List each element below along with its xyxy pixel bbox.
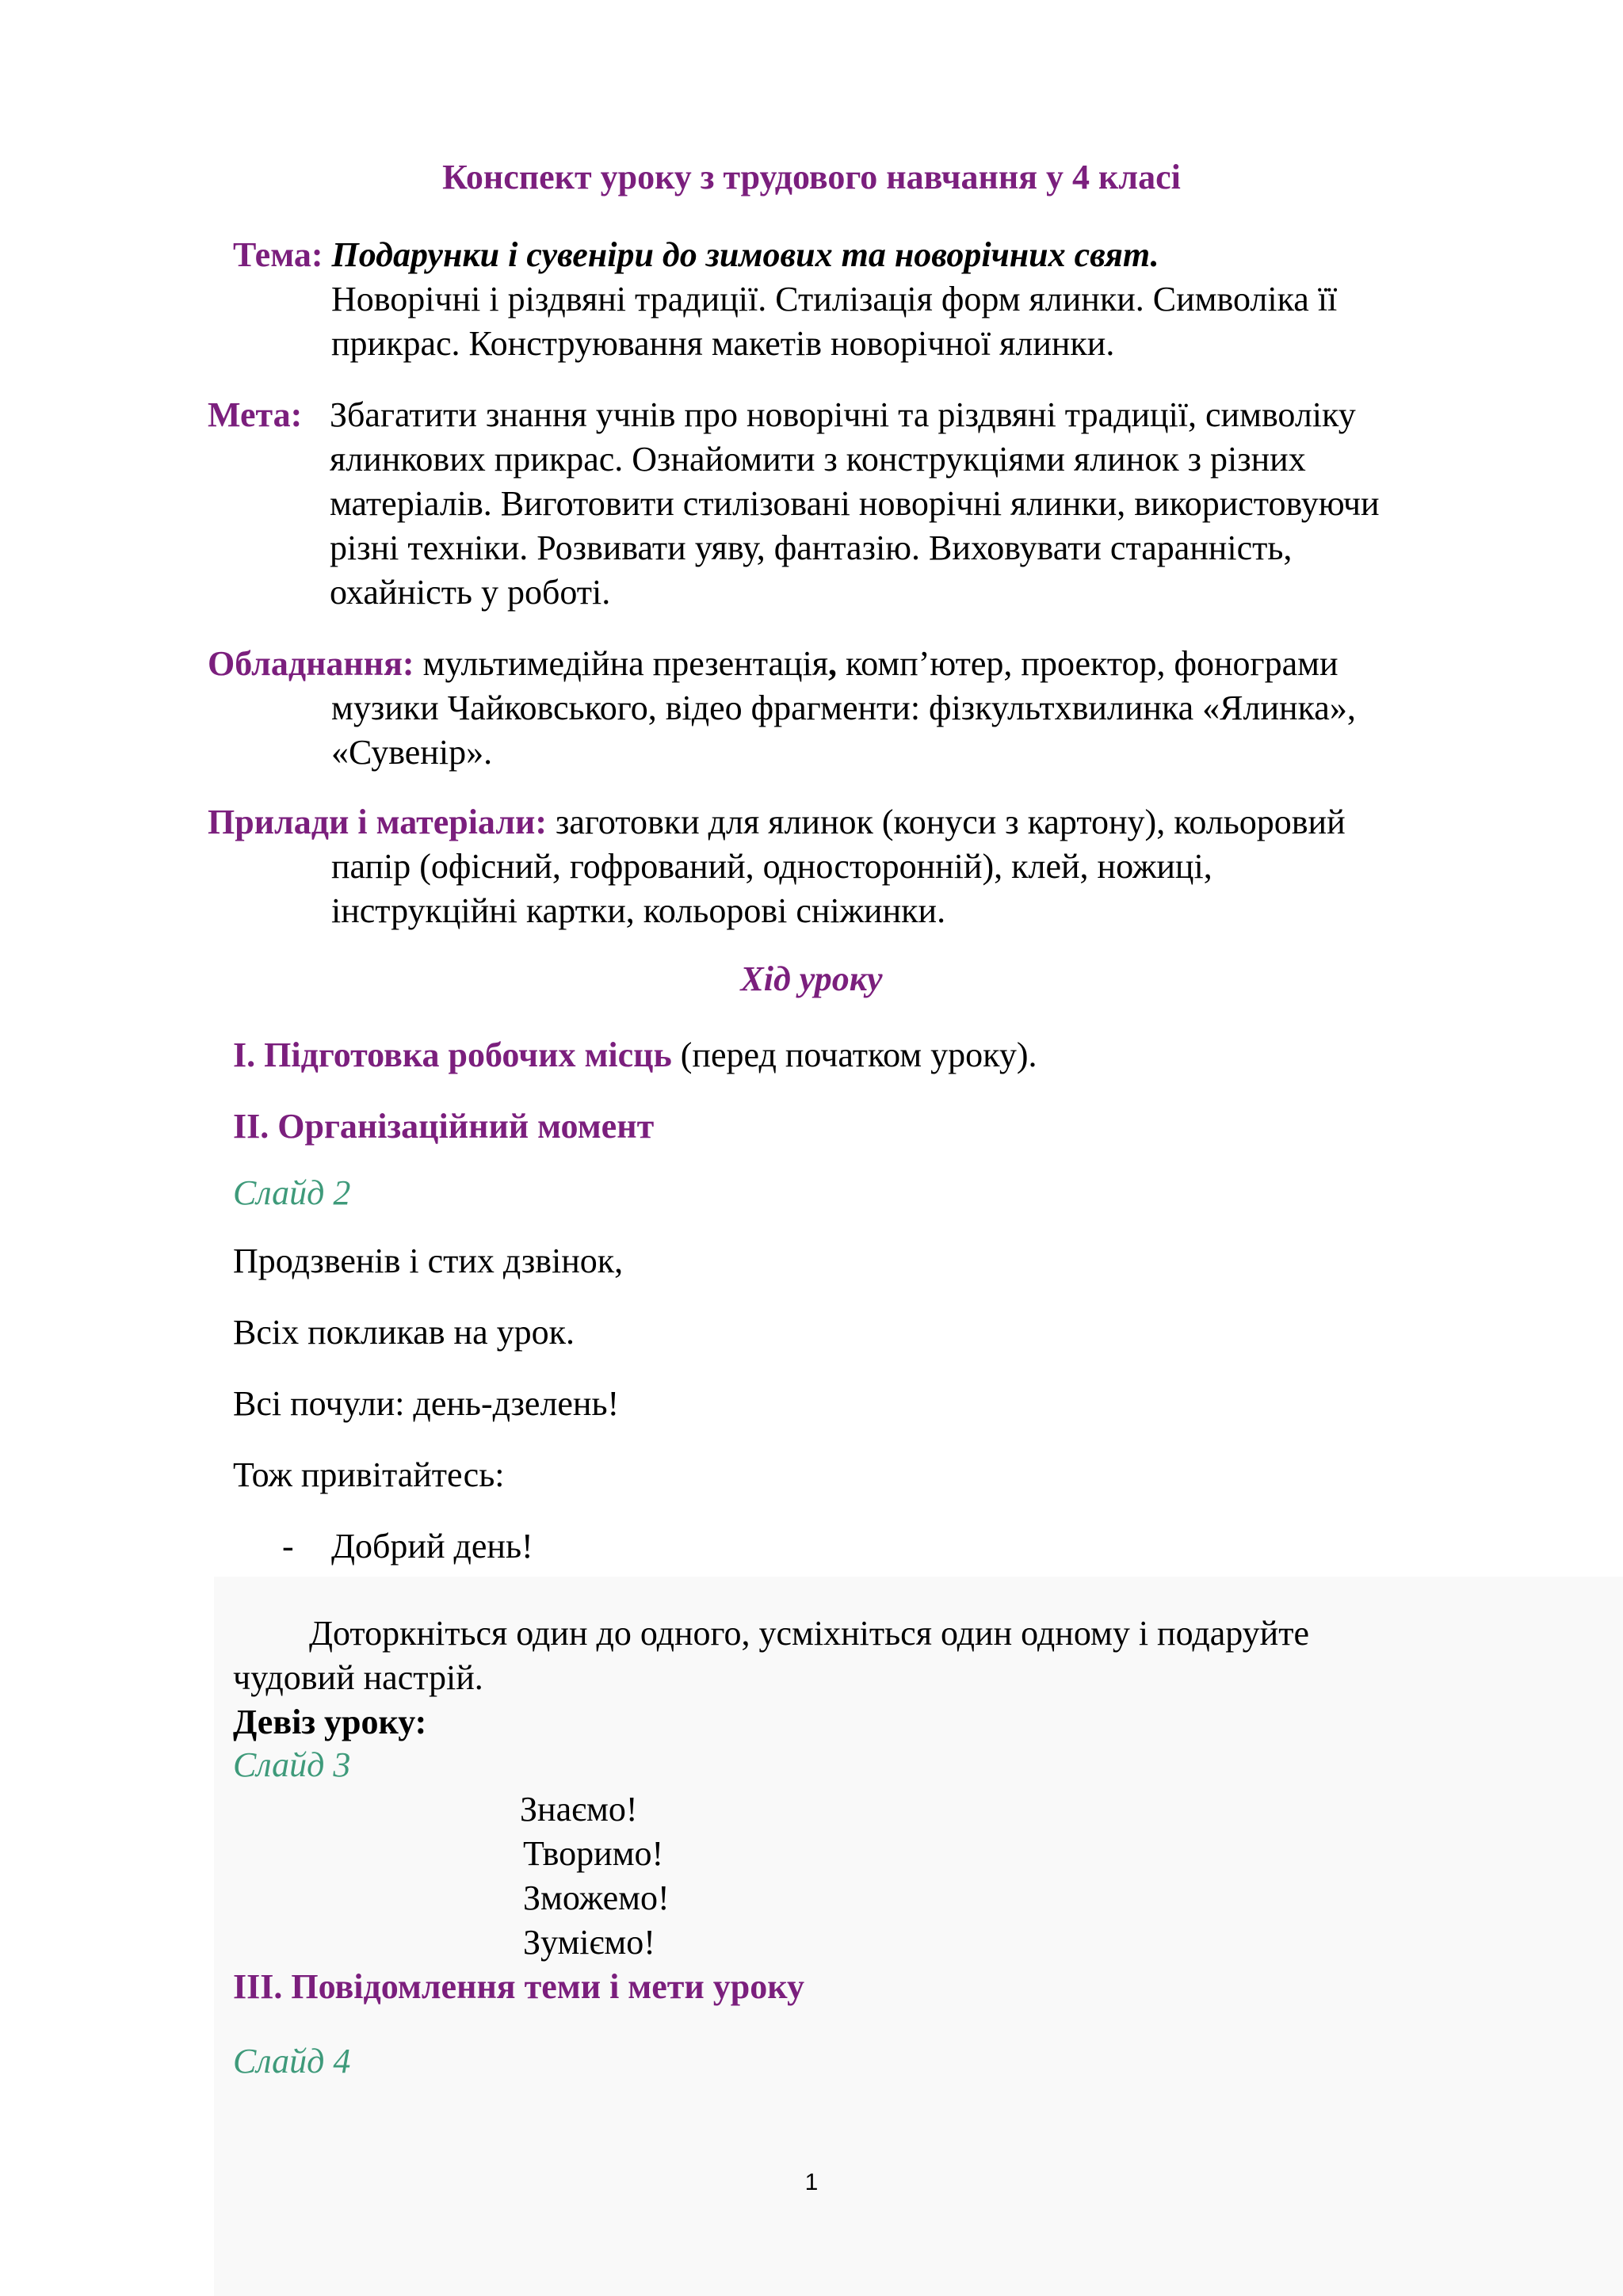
document-title: Конспект уроку з трудового навчання у 4 класі — [442, 158, 1181, 196]
materials-line-2: папір (офісний, гофрований, односторонній), клей, ножиці, — [331, 847, 1212, 886]
section-2-heading: ІІ. Організаційний момент — [233, 1107, 655, 1146]
tema-line-1: Новорічні і різдвяні традиції. Стилізація форм ялинки. Символіка її — [331, 280, 1338, 318]
materials-line-3: інструкційні картки, кольорові сніжинки. — [331, 891, 946, 930]
section-1-heading: І. Підготовка робочих місць — [233, 1035, 672, 1074]
equipment-label: Обладнання: — [208, 644, 414, 683]
poem-line-1: Продзвенів і стих дзвінок, — [233, 1241, 624, 1280]
motto-line-1: Знаємо! — [520, 1790, 638, 1829]
materials-label: Прилади і матеріали: — [208, 803, 548, 841]
poem-line-2: Всіх покликав на урок. — [233, 1313, 575, 1352]
poem-line-4: Тож привітайтесь: — [233, 1455, 505, 1494]
motto-line-4: Зуміємо! — [523, 1923, 655, 1962]
motto-line-2: Творимо! — [523, 1834, 664, 1873]
equipment-comma: , — [828, 644, 838, 683]
tema-row — [233, 233, 1159, 277]
motto-line-3: Зможемо! — [523, 1878, 670, 1917]
tema-label: Тема: — [233, 235, 323, 274]
materials-row — [208, 800, 1346, 845]
equipment-first-b: комп’ютер, проектор, фонограми — [837, 644, 1338, 683]
meta-line-1: Збагатити знання учнів про новорічні та різдвяні традиції, символіку — [330, 395, 1356, 434]
slide-3-label: Слайд 3 — [233, 1745, 351, 1784]
materials-first: заготовки для ялинок (конуси з картону), кольоровий — [556, 803, 1346, 841]
page-number: 1 — [804, 2169, 819, 2195]
meta-line-5: охайність у роботі. — [330, 573, 611, 612]
meta-line-3: матеріалів. Виготовити стилізовані новорічні ялинки, використовуючи — [330, 484, 1380, 523]
equipment-line-3: «Сувенір». — [331, 733, 493, 772]
equipment-line-2: музики Чайковського, відео фрагменти: фізкультхвилинка «Ялинка», — [331, 688, 1356, 727]
section-3-heading: ІІІ. Повідомлення теми і мети уроку — [233, 1967, 804, 2006]
tema-line-2: прикрас. Конструювання макетів новорічної ялинки. — [331, 324, 1115, 363]
slide-4-label: Слайд 4 — [233, 2042, 351, 2081]
meta-line-4: різні техніки. Розвивати уяву, фантазію. Виховувати старанність, — [330, 528, 1293, 567]
greeting-dash: - — [282, 1527, 294, 1566]
motto-label: Девіз уроку: — [233, 1703, 427, 1741]
section-1 — [233, 1033, 1037, 1077]
equipment-first-a: мультимедійна презентація — [422, 644, 829, 683]
paragraph-line-2: чудовий настрій. — [233, 1658, 483, 1697]
poem-line-3: Всі почули: день-дзелень! — [233, 1384, 620, 1423]
meta-label: Мета: — [208, 395, 303, 434]
course-heading: Хід уроку — [740, 959, 883, 998]
equipment-row — [208, 642, 1338, 686]
section-1-note: (перед початком уроку). — [671, 1035, 1037, 1074]
greeting: Добрий день! — [331, 1527, 533, 1566]
tema-value: Подарунки і сувеніри до зимових та новорічних свят. — [331, 235, 1159, 274]
meta-line-2: ялинкових прикрас. Ознайомити з конструкціями ялинок з різних — [330, 440, 1306, 479]
slide-2-label: Слайд 2 — [233, 1173, 351, 1212]
paragraph-line-1: Доторкніться один до одного, усміхніться один одному і подаруйте — [309, 1614, 1309, 1653]
